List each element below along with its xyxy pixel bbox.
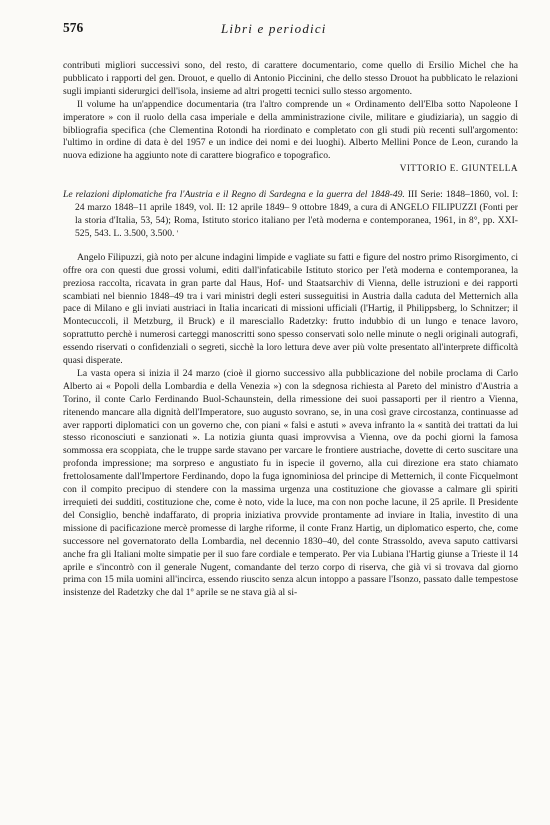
review1-paragraph-2: Il volume ha un'appendice documentaria (tra l'altro comprende un « Ordinamento dell'Elba sotto Napoleone I imperatore » con il ruolo della casa imperiale e della amministrazione civile, militare e giudiziaria), un saggio di bibliografia specifica (che Clementina Rotondi ha riordinato e completato con gli studi più recenti sull'argomento: l'ultimo in ordine di data è del 1957 e un indice dei nomi e dei luoghi). Alberto Mellini Ponce de Leon, curando la nuova edizione ha aggiunto note di carattere biografico e topografico. [63, 98, 518, 162]
page [63, 20, 518, 600]
page-header [63, 20, 518, 40]
section-separator [63, 175, 518, 189]
citation-gap [63, 241, 518, 252]
book-details: III Serie: 1848–1860, vol. I: 24 marzo 1848–11 aprile 1849, vol. II: 12 aprile 1849– 9 ottobre 1849, a cura di ANGELO FILIPUZZI (Fonti per la storia d'Italia, 53, 54); Roma, Istituto storico italiano per l'età moderna e contemporanea, 1961, in 8°, pp. XXI-525, 543. L. 3.500, 3.500. [75, 189, 519, 239]
review2-paragraph-1: Angelo Filipuzzi, già noto per alcune indagini limpide e vagliate su fatti e figure del nostro primo Risorgimento, ci offre ora con questi due grossi volumi, editi dall'infaticabile Istituto storico per l'età moderna e contemporanea, la preziosa raccolta, ricavata in gran parte dal Haus, Hof- und Staatsarchiv di Vienna, delle istruzioni e dei rapporti scambiati nel biennio 1848–49 tra i vari ministri degli esteri susseguitisi in Austria dalla caduta del Metternich alla pace di Milano e gli inviati austriaci in Italia incaricati di missioni ufficiali (l'Hartig, il Philippsberg, lo Schnitzer; il Montecuccoli, il Metzburg, il Bruck) e il maresciallo Radetzky: frutto indubbio di un lungo e tenace lavoro, soprattutto perchè i numerosi carteggi manoscritti sono spesso conservati solo nelle minute o negli originali autografi, essendo riservati o confidenziali o segreti, sicchè la loro lettura deve aver più volte presentato all'interprete difficoltà quasi disperate. [63, 251, 518, 367]
book-title: Le relazioni diplomatiche fra l'Austria e il Regno di Sardegna e la guerra del 1848-49. [63, 189, 405, 201]
reviewer-signature: VITTORIO E. GIUNTELLA [399, 163, 518, 174]
margin-mark: ' [176, 228, 179, 238]
review-relazioni-diplomatiche [63, 189, 518, 600]
review2-paragraph-2: La vasta opera si inizia il 24 marzo (cioè il giorno successivo alla pubblicazione del nobile proclama di Carlo Alberto ai « Popoli della Lombardia e della Venezia ») con la sdegnosa richiesta al Pareto del ministro d'Austria a Torino, il conte Carlo Ferdinando Buol-Schaunstein, della rimessione dei suoi passaporti per il rientro a Vienna, ritenendo mancare alla dignità dell'Imperatore, suo augusto sovrano, se, in una così grave circostanza, continuasse ad aver rapporti diplomatici con un governo che, con piani « falsi e astuti » aveva infranto la « santità dei trattati da lui stesso riconosciuti e sanzionati ». La notizia giunta quasi improvvisa a Vienna, ove da pochi giorni la famosa sommossa era scoppiata, che le truppe sarde stavano per varcare le frontiere austriache, dovette di certo suscitare una profonda impressione; ma sorpreso e angustiato fu in ispecie il governo, alla cui direzione era stato chiamato frettolosamente dall'Impertore Ferdinando, dopo la fuga ignominiosa del principe di Metternich, il conte Ficquelmont con il compito precipuo di stendere con la massima urgenza una costituzione che giovasse a calmare gli spiriti irrequieti dei sudditi, costituzione che, come è noto, vide la luce, ma con non poche lacune, il 25 aprile. Il Presidente del Consiglio, benchè indaffarato, di propria iniziativa provvide prontamente ad inviare in Italia, investito di una missione di pacificazione mercè promesse di larghe riforme, il conte Franz Hartig, un diplomatico esperto, che, come successore nel governatorato della Lombardia, nel decennio 1830–40, del conte Strassoldo, aveva saputo cattivarsi anche fra gli Italiani molte simpatie per il suo fare cordiale e temperato. Per via Lubiana l'Hartig giunse a Trieste il 14 aprile e s'incontrò con il generale Nugent, comandante del terzo corpo di riserva, che già vi si trovava dal giorno prima con 15 mila uomini all'incirca, essendo riuscito senza alcun intoppo a passare l'Isonzo, passato dalle tempestose insistenze del Radetzky che dal 1º aprile se ne stava già al si- [63, 367, 518, 599]
review1-paragraph-1: contributi migliori successivi sono, del resto, di carattere documentario, come quello di Ersilio Michel che ha pubblicato i rapporti del gen. Drouot, e quello di Antonio Piccinini, che dello stesso Drouot ha pubblicato le relazioni sugli impianti siderurgici dell'isola, insieme ad altri progetti tecnici sullo stesso argomento. [63, 60, 518, 97]
book-citation [63, 189, 518, 241]
page-number: 576 [63, 20, 84, 35]
review-elba [63, 60, 518, 175]
running-title: Libri e periodici [221, 21, 327, 36]
